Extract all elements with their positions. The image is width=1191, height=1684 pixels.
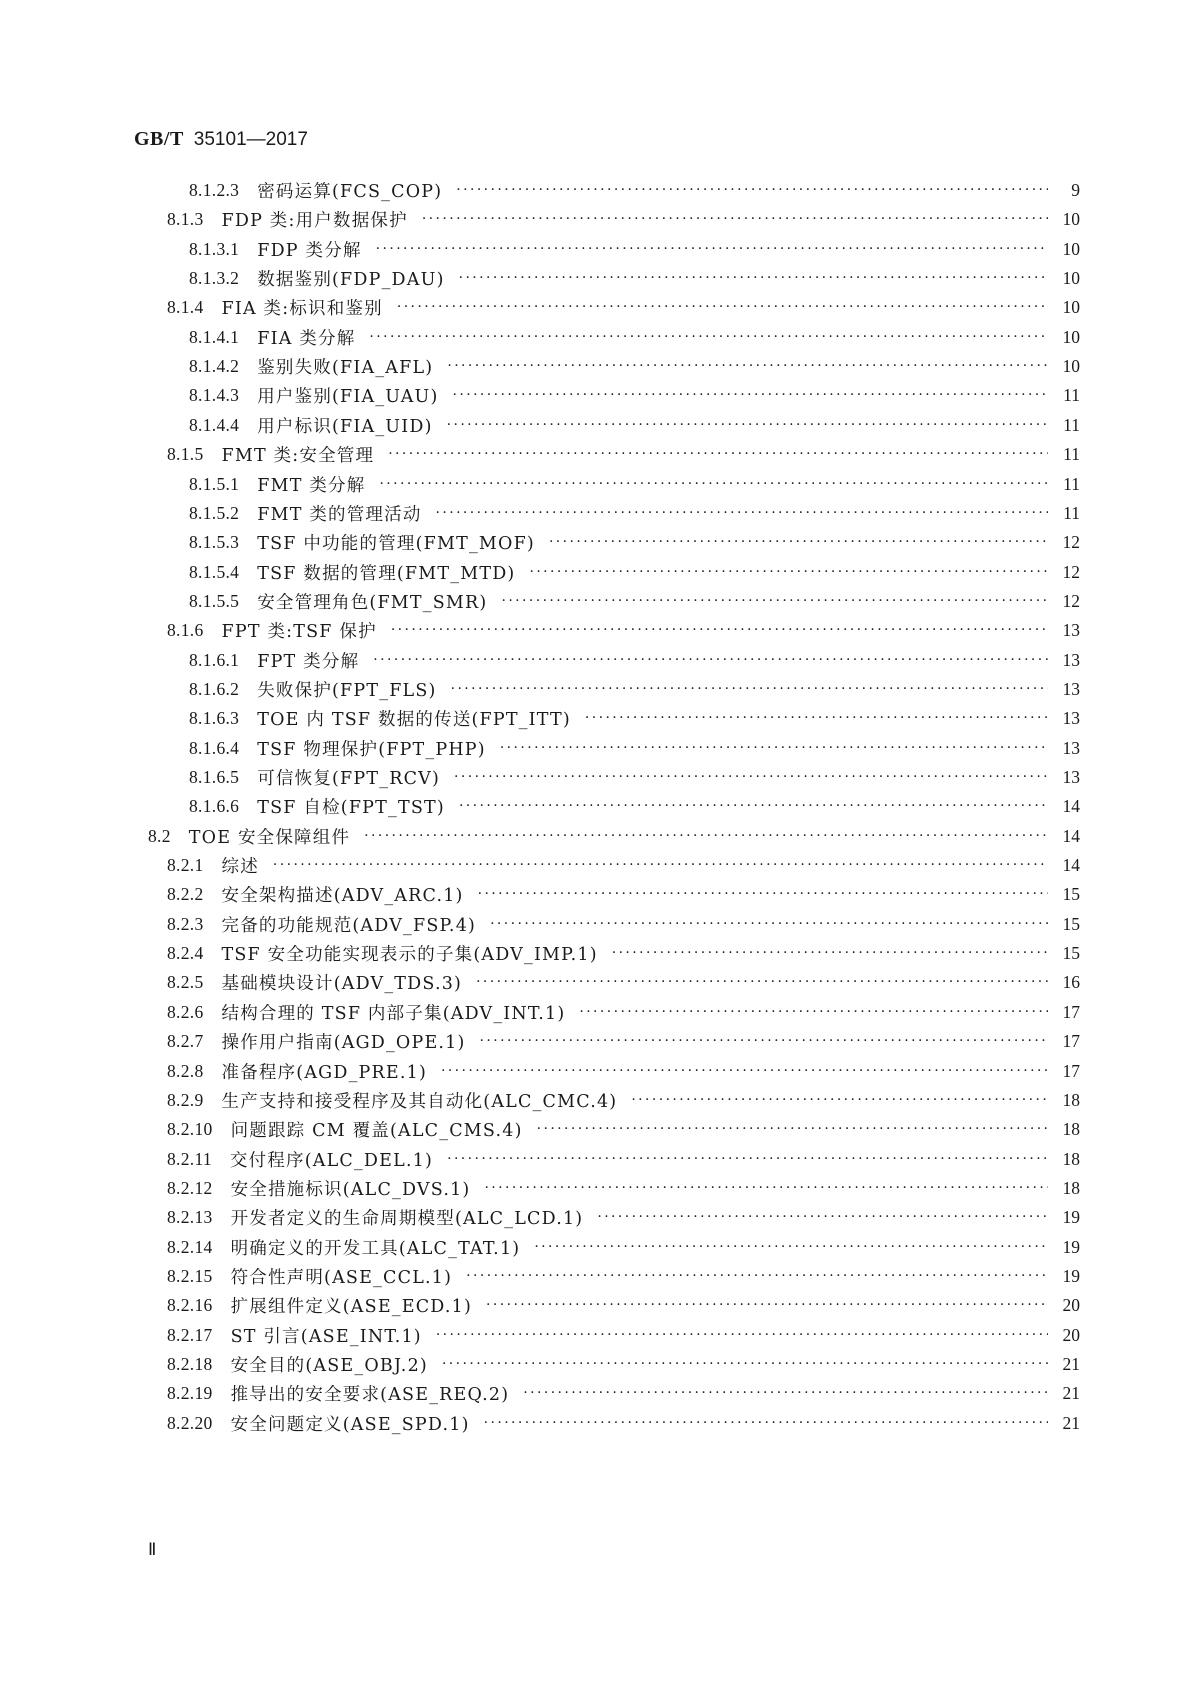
toc-entry-title: FIA 类:标识和鉴别 <box>221 298 383 319</box>
toc-entry-number: 8.1.6.4 <box>189 737 240 758</box>
toc-entry-page: 10 <box>1062 296 1080 317</box>
toc-entry-title: 用户鉴别(FIA_UAU) <box>257 386 439 407</box>
toc-entry-number: 8.2.10 <box>167 1118 213 1139</box>
toc-entry-title: FMT 类的管理活动 <box>257 504 422 525</box>
toc-entry[interactable] <box>189 176 1080 204</box>
toc-entry-page: 17 <box>1062 1001 1080 1022</box>
toc-entry-title: 明确定义的开发工具(ALC_TAT.1) <box>230 1238 521 1259</box>
toc-entry-title: 鉴别失败(FIA_AFL) <box>257 357 434 378</box>
toc-entry[interactable] <box>167 616 1080 644</box>
toc-entry-number: 8.1.6.5 <box>189 766 240 787</box>
toc-entry-number: 8.2.11 <box>167 1148 212 1169</box>
toc-entry[interactable] <box>167 1174 1080 1202</box>
toc-entry-page: 21 <box>1062 1353 1080 1374</box>
toc-entry-title: 安全目的(ASE_OBJ.2) <box>230 1355 428 1376</box>
toc-entry-title: 数据鉴别(FDP_DAU) <box>257 269 445 290</box>
toc-entry-title: FMT 类分解 <box>257 475 366 496</box>
toc-entry-page: 13 <box>1062 766 1080 787</box>
toc-entry[interactable] <box>148 822 1080 850</box>
toc-leader-dots <box>480 1033 1048 1049</box>
toc-entry-title: FPT 类:TSF 保护 <box>221 621 377 642</box>
toc-entry-page: 12 <box>1062 531 1080 552</box>
toc-entry-page: 18 <box>1062 1089 1080 1110</box>
toc-entry-number: 8.2 <box>148 825 171 846</box>
toc-entry-number: 8.1.2.3 <box>189 179 240 200</box>
toc-entry-number: 8.2.12 <box>167 1177 213 1198</box>
toc-entry-page: 11 <box>1063 502 1080 523</box>
toc-leader-dots <box>456 182 1048 198</box>
toc-entry-page: 21 <box>1062 1412 1080 1433</box>
toc-entry-page: 9 <box>1071 179 1080 200</box>
toc-entry-page: 15 <box>1062 913 1080 934</box>
toc-entry-page: 10 <box>1062 355 1080 376</box>
toc-leader-dots <box>454 769 1048 785</box>
toc-entry-number: 8.1.6.2 <box>189 678 240 699</box>
toc-entry-number: 8.1.3 <box>167 208 204 229</box>
toc-entry-number: 8.1.6.3 <box>189 707 240 728</box>
toc-leader-dots <box>388 446 1048 462</box>
toc-entry-page: 13 <box>1062 649 1080 670</box>
toc-leader-dots <box>612 945 1048 961</box>
toc-entry-page: 12 <box>1062 590 1080 611</box>
toc-entry-title: 安全架构描述(ADV_ARC.1) <box>221 885 464 906</box>
toc-entry-page: 15 <box>1062 942 1080 963</box>
toc-entry[interactable] <box>167 1291 1080 1319</box>
toc-leader-dots <box>534 1239 1048 1255</box>
toc-entry-page: 13 <box>1062 619 1080 640</box>
toc-leader-dots <box>453 387 1048 403</box>
toc-leader-dots <box>441 1063 1048 1079</box>
toc-entry-title: 安全管理角色(FMT_SMR) <box>257 592 488 613</box>
toc-entry-title: 失败保护(FPT_FLS) <box>257 680 437 701</box>
toc-leader-dots <box>579 1004 1048 1020</box>
toc-entry-number: 8.1.5.4 <box>189 561 240 582</box>
toc-entry-number: 8.2.15 <box>167 1265 213 1286</box>
toc-entry-number: 8.2.17 <box>167 1324 213 1345</box>
toc-entry-title: TSF 安全功能实现表示的子集(ADV_IMP.1) <box>221 944 598 965</box>
toc-entry-number: 8.1.3.1 <box>189 238 240 259</box>
toc-entry[interactable] <box>189 675 1080 703</box>
toc-entry-page: 16 <box>1062 971 1080 992</box>
toc-leader-dots <box>484 1180 1048 1196</box>
toc-entry-number: 8.2.5 <box>167 971 204 992</box>
toc-entry-number: 8.1.5.2 <box>189 502 240 523</box>
toc-entry-number: 8.1.4.3 <box>189 384 240 405</box>
toc-entry-page: 20 <box>1062 1294 1080 1315</box>
toc-leader-dots <box>397 299 1048 315</box>
toc-entry[interactable] <box>167 205 1080 233</box>
toc-entry-page: 18 <box>1062 1177 1080 1198</box>
toc-entry[interactable] <box>167 910 1080 938</box>
page-number-footer: Ⅱ <box>148 1540 157 1559</box>
toc-entry-page: 12 <box>1062 561 1080 582</box>
toc-leader-dots <box>447 1151 1048 1167</box>
toc-leader-dots <box>442 1356 1048 1372</box>
toc-entry-page: 13 <box>1062 737 1080 758</box>
toc-leader-dots <box>436 505 1048 521</box>
toc-leader-dots <box>451 681 1048 697</box>
toc-entry-number: 8.1.4.2 <box>189 355 240 376</box>
toc-entry-number: 8.2.7 <box>167 1030 204 1051</box>
toc-entry-title: 密码运算(FCS_COP) <box>257 181 443 202</box>
toc-entry[interactable] <box>167 1115 1080 1143</box>
toc-entry-title: 用户标识(FIA_UID) <box>257 416 433 437</box>
toc-entry-number: 8.1.5 <box>167 443 204 464</box>
toc-entry-page: 14 <box>1062 854 1080 875</box>
toc-entry[interactable] <box>189 499 1080 527</box>
document-header <box>134 128 308 151</box>
toc-entry-title: FPT 类分解 <box>257 651 360 672</box>
toc-entry[interactable] <box>189 558 1080 586</box>
toc-entry-title: TOE 安全保障组件 <box>188 827 351 848</box>
toc-entry-number: 8.2.6 <box>167 1001 204 1022</box>
toc-entry-title: FMT 类:安全管理 <box>221 445 375 466</box>
toc-entry-title: 推导出的安全要求(ASE_REQ.2) <box>230 1384 510 1405</box>
toc-entry[interactable] <box>189 528 1080 556</box>
toc-entry[interactable] <box>189 704 1080 732</box>
toc-entry-page: 17 <box>1062 1060 1080 1081</box>
toc-entry-title: 扩展组件定义(ASE_ECD.1) <box>230 1296 473 1317</box>
toc-entry-title: TSF 自检(FPT_TST) <box>257 797 445 818</box>
toc-leader-dots <box>364 828 1048 844</box>
toc-leader-dots <box>459 270 1048 286</box>
toc-leader-dots <box>486 1297 1048 1313</box>
toc-entry[interactable] <box>167 851 1080 879</box>
toc-leader-dots <box>484 1415 1048 1431</box>
toc-entry[interactable] <box>189 323 1080 351</box>
toc-entry-number: 8.2.3 <box>167 913 204 934</box>
toc-entry-number: 8.1.6 <box>167 619 204 640</box>
toc-leader-dots <box>549 534 1048 550</box>
toc-leader-dots <box>459 798 1048 814</box>
toc-entry-page: 19 <box>1062 1265 1080 1286</box>
toc-entry-page: 10 <box>1062 238 1080 259</box>
toc-entry-number: 8.1.4.1 <box>189 326 240 347</box>
toc-entry[interactable] <box>167 1409 1080 1437</box>
toc-entry-title: ST 引言(ASE_INT.1) <box>230 1326 422 1347</box>
toc-entry-number: 8.1.6.6 <box>189 795 240 816</box>
toc-entry-page: 11 <box>1063 443 1080 464</box>
standard-number: 35101—2017 <box>193 129 308 150</box>
standard-code: GB/T <box>134 128 184 150</box>
toc-entry-number: 8.1.4 <box>167 296 204 317</box>
toc-leader-dots <box>391 622 1048 638</box>
toc-entry-page: 17 <box>1062 1030 1080 1051</box>
toc-entry-number: 8.2.8 <box>167 1060 204 1081</box>
toc-entry-title: 结构合理的 TSF 内部子集(ADV_INT.1) <box>221 1003 566 1024</box>
toc-entry[interactable] <box>189 734 1080 762</box>
toc-leader-dots <box>466 1268 1048 1284</box>
toc-entry[interactable] <box>167 1057 1080 1085</box>
toc-entry-title: TSF 物理保护(FPT_PHP) <box>257 739 486 760</box>
toc-leader-dots <box>585 710 1048 726</box>
toc-leader-dots <box>476 974 1048 990</box>
toc-entry-page: 11 <box>1063 473 1080 494</box>
toc-entry[interactable] <box>167 880 1080 908</box>
toc-leader-dots <box>597 1209 1048 1225</box>
toc-entry-title: 可信恢复(FPT_RCV) <box>257 768 441 789</box>
toc-entry[interactable] <box>167 1321 1080 1349</box>
toc-entry[interactable] <box>167 440 1080 468</box>
toc-entry-number: 8.2.1 <box>167 854 204 875</box>
toc-entry-page: 18 <box>1062 1118 1080 1139</box>
toc-entry-page: 10 <box>1062 208 1080 229</box>
toc-entry-number: 8.2.14 <box>167 1236 213 1257</box>
toc-entry-page: 21 <box>1062 1382 1080 1403</box>
toc-leader-dots <box>376 241 1048 257</box>
toc-leader-dots <box>631 1092 1048 1108</box>
toc-entry-title: 准备程序(AGD_PRE.1) <box>221 1062 427 1083</box>
toc-entry-page: 11 <box>1063 414 1080 435</box>
toc-entry-title: 问题跟踪 CM 覆盖(ALC_CMS.4) <box>230 1120 523 1141</box>
toc-entry[interactable] <box>167 939 1080 967</box>
toc-entry-number: 8.2.13 <box>167 1206 213 1227</box>
toc-entry-number: 8.1.6.1 <box>189 649 240 670</box>
toc-entry-number: 8.2.4 <box>167 942 204 963</box>
toc-entry[interactable] <box>167 293 1080 321</box>
toc-entry-title: 操作用户指南(AGD_OPE.1) <box>221 1032 466 1053</box>
toc-entry-number: 8.1.5.1 <box>189 473 240 494</box>
toc-leader-dots <box>422 211 1048 227</box>
toc-leader-dots <box>478 886 1048 902</box>
toc-entry[interactable] <box>189 264 1080 292</box>
toc-entry-number: 8.2.16 <box>167 1294 213 1315</box>
toc-entry-page: 10 <box>1062 326 1080 347</box>
toc-entry-page: 11 <box>1063 384 1080 405</box>
toc-entry[interactable] <box>189 381 1080 409</box>
toc-entry-page: 20 <box>1062 1324 1080 1345</box>
toc-entry-page: 13 <box>1062 707 1080 728</box>
toc-entry[interactable] <box>167 1203 1080 1231</box>
toc-entry[interactable] <box>167 1145 1080 1173</box>
toc-entry[interactable] <box>167 998 1080 1026</box>
toc-leader-dots <box>529 564 1048 580</box>
toc-entry[interactable] <box>189 646 1080 674</box>
toc-entry-page: 19 <box>1062 1206 1080 1227</box>
toc-entry-title: 交付程序(ALC_DEL.1) <box>229 1150 434 1171</box>
toc-entry-number: 8.1.4.4 <box>189 414 240 435</box>
toc-entry[interactable] <box>167 1379 1080 1407</box>
toc-entry[interactable] <box>167 1027 1080 1055</box>
toc-entry[interactable] <box>167 1233 1080 1261</box>
toc-entry[interactable] <box>167 1350 1080 1378</box>
toc-entry-title: 开发者定义的生命周期模型(ALC_LCD.1) <box>230 1208 584 1229</box>
toc-leader-dots <box>490 916 1048 932</box>
toc-entry-number: 8.2.9 <box>167 1089 204 1110</box>
toc-entry-page: 15 <box>1062 883 1080 904</box>
toc-entry-page: 13 <box>1062 678 1080 699</box>
toc-entry-number: 8.2.20 <box>167 1412 213 1433</box>
toc-entry-title: TSF 中功能的管理(FMT_MOF) <box>257 533 535 554</box>
toc-entry-page: 14 <box>1062 795 1080 816</box>
toc-entry-page: 18 <box>1062 1148 1080 1169</box>
toc-entry-title: 符合性声明(ASE_CCL.1) <box>230 1267 453 1288</box>
toc-entry-page: 10 <box>1062 267 1080 288</box>
toc-entry-title: FIA 类分解 <box>257 328 356 349</box>
toc-leader-dots <box>369 329 1048 345</box>
toc-entry[interactable] <box>189 792 1080 820</box>
toc-leader-dots <box>373 652 1048 668</box>
toc-leader-dots <box>447 417 1048 433</box>
toc-entry[interactable] <box>189 352 1080 380</box>
toc-entry-title: 基础模块设计(ADV_TDS.3) <box>221 973 463 994</box>
toc-entry[interactable] <box>189 411 1080 439</box>
toc-entry-title: FDP 类分解 <box>257 240 362 261</box>
toc-entry-title: TOE 内 TSF 数据的传送(FPT_ITT) <box>257 709 571 730</box>
toc-entry[interactable] <box>189 587 1080 615</box>
toc-entry-title: FDP 类:用户数据保护 <box>221 210 408 231</box>
toc-entry-title: 生产支持和接受程序及其自动化(ALC_CMC.4) <box>221 1091 618 1112</box>
toc-entry-number: 8.1.5.3 <box>189 531 240 552</box>
toc-entry[interactable] <box>189 235 1080 263</box>
toc-entry[interactable] <box>167 1262 1080 1290</box>
toc-leader-dots <box>501 593 1048 609</box>
toc-entry-number: 8.2.19 <box>167 1382 213 1403</box>
toc-leader-dots <box>379 476 1048 492</box>
toc-entry-title: 综述 <box>221 856 259 877</box>
toc-entry-title: 完备的功能规范(ADV_FSP.4) <box>221 915 477 936</box>
toc-entry-number: 8.1.3.2 <box>189 267 240 288</box>
toc-leader-dots <box>500 740 1048 756</box>
toc-entry[interactable] <box>189 763 1080 791</box>
toc-entry-title: 安全问题定义(ASE_SPD.1) <box>230 1414 470 1435</box>
toc-entry[interactable] <box>189 470 1080 498</box>
toc-entry-number: 8.2.18 <box>167 1353 213 1374</box>
toc-entry[interactable] <box>167 1086 1080 1114</box>
toc-entry-page: 14 <box>1062 825 1080 846</box>
toc-entry-title: TSF 数据的管理(FMT_MTD) <box>257 563 516 584</box>
toc-entry-number: 8.1.5.5 <box>189 590 240 611</box>
toc-leader-dots <box>273 857 1048 873</box>
toc-leader-dots <box>447 358 1048 374</box>
toc-leader-dots <box>523 1385 1048 1401</box>
toc-entry-page: 19 <box>1062 1236 1080 1257</box>
toc-leader-dots <box>436 1327 1048 1343</box>
toc-entry-number: 8.2.2 <box>167 883 204 904</box>
toc-entry-title: 安全措施标识(ALC_DVS.1) <box>230 1179 471 1200</box>
toc-leader-dots <box>537 1121 1048 1137</box>
toc-entry[interactable] <box>167 968 1080 996</box>
